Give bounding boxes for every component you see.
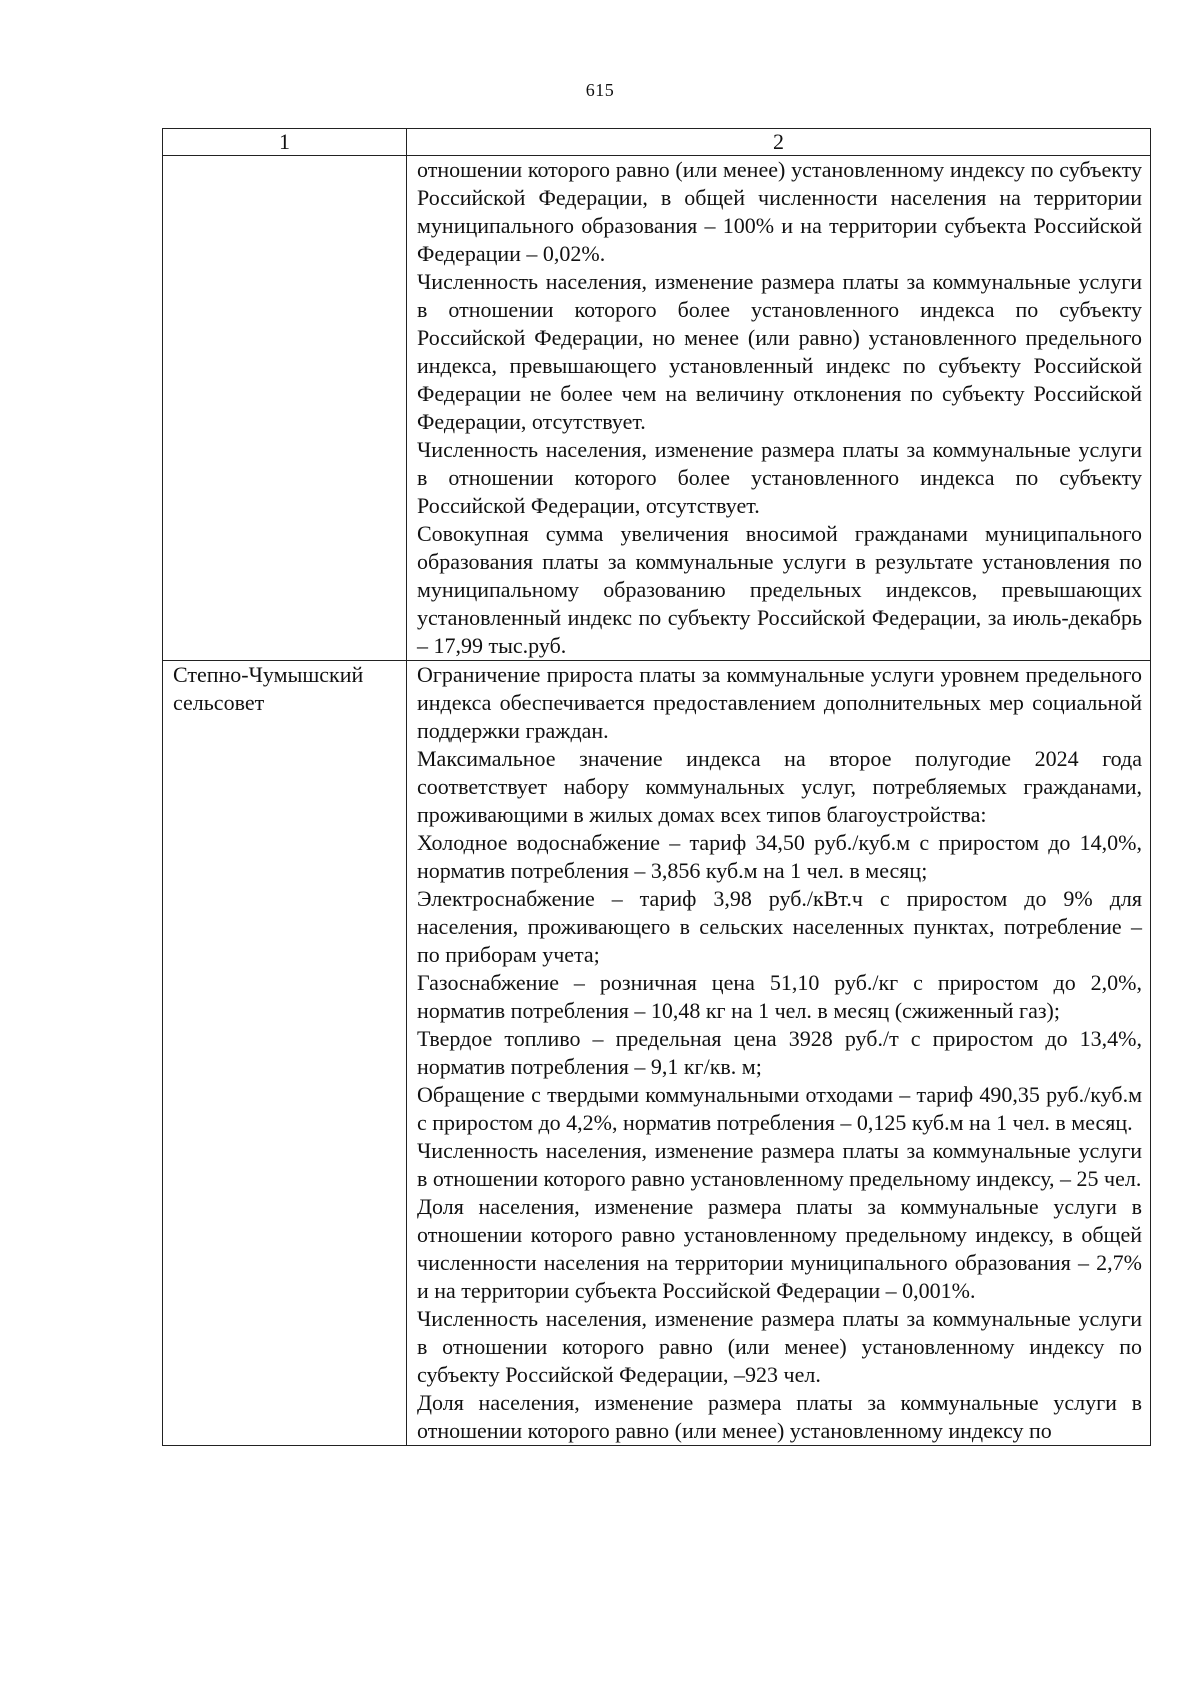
paragraph: Доля населения, изменение размера платы за коммунальные услуги в отношении которого равно (или менее) установленному индексу по: [417, 1390, 1142, 1443]
document-table: [162, 128, 1151, 1446]
paragraph: Максимальное значение индекса на второе полугодие 2024 года соответствует набору коммунальных услуг, потребляемых гражданами, проживающими в жилых домах всех типов благоустройства:: [417, 746, 1142, 827]
paragraph: Численность населения, изменение размера платы за коммунальные услуги в отношении которого равно установленному предельному индексу, – 25 чел.: [417, 1138, 1142, 1191]
paragraph: Холодное водоснабжение – тариф 34,50 руб./куб.м с приростом до 14,0%, норматив потребления – 3,856 куб.м на 1 чел. в месяц;: [417, 830, 1142, 883]
page-number: 615: [585, 80, 615, 100]
table-row: [163, 156, 1151, 661]
paragraph: Электроснабжение – тариф 3,98 руб./кВт.ч с приростом до 9% для населения, проживающего в сельских населенных пунктах, потребление – по приборам учета;: [417, 886, 1142, 967]
paragraph: Численность населения, изменение размера платы за коммунальные услуги в отношении которого более установленного индекса по субъекту Российской Федерации, но менее (или равно) установленного предельного индекса, превышающего установленный индекс по субъекту Российской Федерации не более чем на величину отклонения по субъекту Российской Федерации, отсутствует.: [417, 269, 1142, 434]
description-cell: [407, 156, 1151, 661]
paragraph: Численность населения, изменение размера платы за коммунальные услуги в отношении которого равно (или менее) установленному индексу по субъекту Российской Федерации, –923 чел.: [417, 1306, 1142, 1387]
paragraph: Доля населения, изменение размера платы за коммунальные услуги в отношении которого равно установленному предельному индексу, в общей численности населения на территории муниципального образования – 2,7% и на территории субъекта Российской Федерации – 0,001%.: [417, 1194, 1142, 1303]
paragraph: Газоснабжение – розничная цена 51,10 руб./кг с приростом до 2,0%, норматив потребления – 10,48 кг на 1 чел. в месяц (сжиженный газ);: [417, 970, 1142, 1023]
paragraph: Обращение с твердыми коммунальными отходами – тариф 490,35 руб./куб.м с приростом до 4,2%, норматив потребления – 0,125 куб.м на 1 чел. в месяц.: [417, 1082, 1142, 1135]
table-row: [163, 661, 1151, 1446]
paragraph: Численность населения, изменение размера платы за коммунальные услуги в отношении которого более установленного индекса по субъекту Российской Федерации, отсутствует.: [417, 437, 1142, 518]
table-header-row: [163, 129, 1151, 156]
region-cell: Степно-Чумышский сельсовет: [163, 661, 407, 1446]
column-header-1: 1: [163, 129, 407, 156]
paragraph: Твердое топливо – предельная цена 3928 руб./т с приростом до 13,4%, норматив потребления – 9,1 кг/кв. м;: [417, 1026, 1142, 1079]
paragraph: Совокупная сумма увеличения вносимой гражданами муниципального образования платы за коммунальные услуги в результате установления по муниципальному образованию предельных индексов, превышающих установленный индекс по субъекту Российской Федерации, за июль-декабрь – 17,99 тыс.руб.: [417, 521, 1142, 658]
column-header-2: 2: [407, 129, 1151, 156]
paragraph: отношении которого равно (или менее) установленному индексу по субъекту Российской Федерации, в общей численности населения на территории муниципального образования – 100% и на территории субъекта Российской Федерации – 0,02%.: [417, 157, 1142, 266]
region-cell: [163, 156, 407, 661]
paragraph: Ограничение прироста платы за коммунальные услуги уровнем предельного индекса обеспечивается предоставлением дополнительных мер социальной поддержки граждан.: [417, 662, 1142, 743]
description-cell: [407, 661, 1151, 1446]
